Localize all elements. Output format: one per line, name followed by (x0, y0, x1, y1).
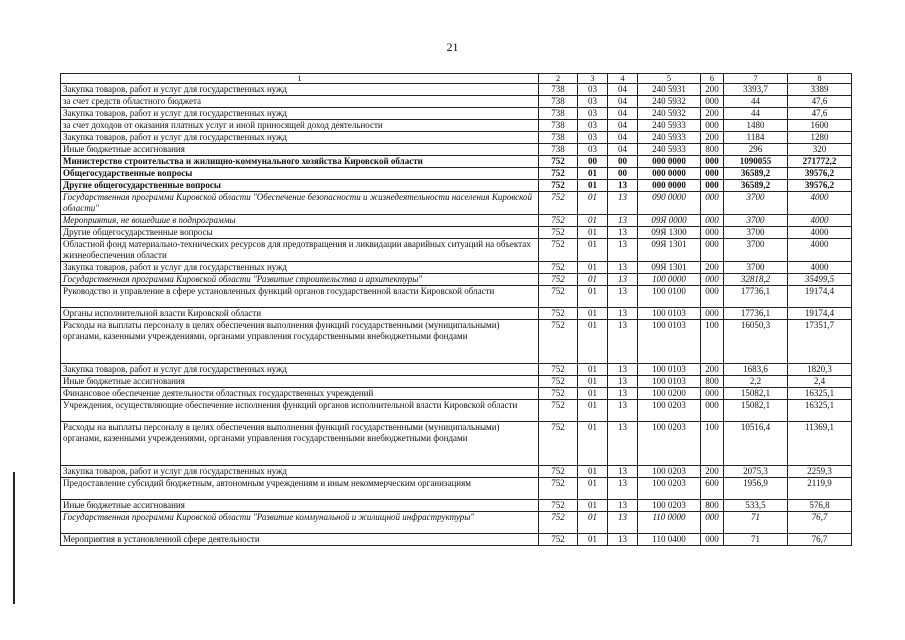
target-item-code: 100 0103 (638, 364, 701, 376)
section-code: 03 (578, 108, 608, 120)
row-name: Учреждения, осуществляющие обеспечение исполнения функций органов исполнительной власти Кировской области (61, 400, 539, 422)
value-year-2: 3389 (788, 84, 852, 96)
table-row (61, 534, 852, 546)
value-year-2: 47,6 (788, 96, 852, 108)
section-code: 01 (578, 422, 608, 466)
section-code: 03 (578, 144, 608, 156)
table-row (61, 84, 852, 96)
column-header: 6 (701, 74, 724, 84)
section-code: 01 (578, 466, 608, 478)
row-name: Иные бюджетные ассигнования (61, 144, 539, 156)
section-code: 01 (578, 239, 608, 262)
table-row (61, 400, 852, 422)
table-row (61, 96, 852, 108)
value-year-1: 17736,1 (724, 286, 788, 308)
chapter-code: 738 (539, 132, 578, 144)
target-item-code: 09Я 1301 (638, 262, 701, 274)
target-item-code: 100 0103 (638, 320, 701, 364)
value-year-2: 76,7 (788, 512, 852, 534)
section-code: 01 (578, 215, 608, 227)
table-row (61, 286, 852, 308)
subsection-code: 13 (608, 180, 638, 192)
target-item-code: 240 5933 (638, 120, 701, 132)
expense-type-code: 000 (701, 400, 724, 422)
expense-type-code: 800 (701, 376, 724, 388)
chapter-code: 752 (539, 286, 578, 308)
table-row (61, 274, 852, 286)
row-name: Предоставление субсидий бюджетным, автономным учреждениям и иным некоммерческим организациям (61, 478, 539, 500)
section-code: 03 (578, 96, 608, 108)
subsection-code: 04 (608, 132, 638, 144)
value-year-1: 3700 (724, 215, 788, 227)
row-name: Государственная программа Кировской области "Обеспечение безопасности и жизнедеятельности населения Кировской области" (61, 192, 539, 215)
subsection-code: 04 (608, 144, 638, 156)
subsection-code: 13 (608, 308, 638, 320)
row-name: Другие общегосударственные вопросы (61, 180, 539, 192)
section-code: 03 (578, 132, 608, 144)
column-header: 2 (539, 74, 578, 84)
value-year-2: 16325,1 (788, 388, 852, 400)
subsection-code: 13 (608, 239, 638, 262)
value-year-2: 4000 (788, 215, 852, 227)
subsection-code: 13 (608, 215, 638, 227)
table-row (61, 308, 852, 320)
expense-type-code: 000 (701, 274, 724, 286)
subsection-code: 00 (608, 156, 638, 168)
expense-type-code: 000 (701, 512, 724, 534)
value-year-1: 15082,1 (724, 388, 788, 400)
target-item-code: 090 0000 (638, 192, 701, 215)
section-code: 01 (578, 478, 608, 500)
row-name: Иные бюджетные ассигнования (61, 500, 539, 512)
section-code: 01 (578, 512, 608, 534)
section-code: 03 (578, 84, 608, 96)
chapter-code: 752 (539, 400, 578, 422)
row-name: за счет доходов от оказания платных услуг и иной приносящей доход деятельности (61, 120, 539, 132)
table-row (61, 180, 852, 192)
expense-type-code: 200 (701, 364, 724, 376)
chapter-code: 752 (539, 388, 578, 400)
table-row (61, 227, 852, 239)
chapter-code: 752 (539, 320, 578, 364)
target-item-code: 240 5931 (638, 84, 701, 96)
budget-table (60, 73, 852, 546)
expense-type-code: 000 (701, 192, 724, 215)
section-code: 01 (578, 227, 608, 239)
value-year-1: 1090055 (724, 156, 788, 168)
value-year-1: 1480 (724, 120, 788, 132)
value-year-1: 71 (724, 534, 788, 546)
value-year-1: 36589,2 (724, 168, 788, 180)
value-year-1: 17736,1 (724, 308, 788, 320)
row-name: Закупка товаров, работ и услуг для государственных нужд (61, 262, 539, 274)
row-name: Мероприятия, не вошедшие в подпрограммы (61, 215, 539, 227)
value-year-1: 10516,4 (724, 422, 788, 466)
value-year-1: 32818,2 (724, 274, 788, 286)
table-row (61, 376, 852, 388)
value-year-2: 1600 (788, 120, 852, 132)
value-year-1: 3700 (724, 192, 788, 215)
target-item-code: 100 0000 (638, 274, 701, 286)
value-year-1: 36589,2 (724, 180, 788, 192)
value-year-1: 2,2 (724, 376, 788, 388)
expense-type-code: 100 (701, 320, 724, 364)
row-name: Закупка товаров, работ и услуг для государственных нужд (61, 364, 539, 376)
chapter-code: 752 (539, 168, 578, 180)
row-name: за счет средств областного бюджета (61, 96, 539, 108)
target-item-code: 100 0203 (638, 400, 701, 422)
value-year-1: 1956,9 (724, 478, 788, 500)
column-header: 1 (61, 74, 539, 84)
row-name: Общегосударственные вопросы (61, 168, 539, 180)
row-name: Государственная программа Кировской области "Развитие строительства и архитектуры" (61, 274, 539, 286)
section-code: 01 (578, 364, 608, 376)
subsection-code: 13 (608, 376, 638, 388)
target-item-code: 100 0203 (638, 478, 701, 500)
table-row (61, 239, 852, 262)
value-year-1: 3700 (724, 262, 788, 274)
column-header: 5 (638, 74, 701, 84)
target-item-code: 240 5933 (638, 144, 701, 156)
subsection-code: 13 (608, 320, 638, 364)
row-name: Государственная программа Кировской области "Развитие коммунальной и жилищной инфраструктуры" (61, 512, 539, 534)
subsection-code: 13 (608, 500, 638, 512)
table-row (61, 120, 852, 132)
subsection-code: 13 (608, 262, 638, 274)
table-row (61, 466, 852, 478)
value-year-2: 19174,4 (788, 286, 852, 308)
section-code: 01 (578, 286, 608, 308)
value-year-1: 3700 (724, 227, 788, 239)
chapter-code: 752 (539, 534, 578, 546)
column-header: 3 (578, 74, 608, 84)
chapter-code: 752 (539, 422, 578, 466)
chapter-code: 738 (539, 96, 578, 108)
expense-type-code: 800 (701, 500, 724, 512)
value-year-2: 1820,3 (788, 364, 852, 376)
value-year-1: 44 (724, 96, 788, 108)
row-name: Мероприятия в установленной сфере деятельности (61, 534, 539, 546)
chapter-code: 752 (539, 512, 578, 534)
value-year-1: 3393,7 (724, 84, 788, 96)
table-row (61, 388, 852, 400)
target-item-code: 09Я 0000 (638, 215, 701, 227)
expense-type-code: 600 (701, 478, 724, 500)
page-number: 21 (446, 40, 459, 54)
table-row (61, 144, 852, 156)
section-code: 01 (578, 192, 608, 215)
value-year-1: 2075,3 (724, 466, 788, 478)
subsection-code: 00 (608, 168, 638, 180)
value-year-2: 39576,2 (788, 180, 852, 192)
chapter-code: 752 (539, 180, 578, 192)
table-row (61, 108, 852, 120)
row-name: Расходы на выплаты персоналу в целях обеспечения выполнения функций государственными (муниципальными) органами, казенными учреждениями, органами управления государственными внебюджетными фондами (61, 320, 539, 364)
subsection-code: 04 (608, 96, 638, 108)
chapter-code: 738 (539, 108, 578, 120)
table-row (61, 478, 852, 500)
row-name: Руководство и управление в сфере установленных функций органов государственной власти Кировской области (61, 286, 539, 308)
section-code: 01 (578, 388, 608, 400)
chapter-code: 752 (539, 239, 578, 262)
table-row (61, 168, 852, 180)
expense-type-code: 000 (701, 308, 724, 320)
value-year-2: 35499,5 (788, 274, 852, 286)
chapter-code: 752 (539, 156, 578, 168)
value-year-2: 576,8 (788, 500, 852, 512)
subsection-code: 13 (608, 227, 638, 239)
value-year-1: 533,5 (724, 500, 788, 512)
table-row (61, 262, 852, 274)
value-year-2: 11369,1 (788, 422, 852, 466)
section-code: 01 (578, 500, 608, 512)
value-year-1: 44 (724, 108, 788, 120)
chapter-code: 752 (539, 364, 578, 376)
value-year-2: 1280 (788, 132, 852, 144)
table-row (61, 512, 852, 534)
section-code: 01 (578, 320, 608, 364)
row-name: Областной фонд материально-технических ресурсов для предотвращения и ликвидации аварийных ситуаций на объектах жизнеобеспечения области (61, 239, 539, 262)
expense-type-code: 000 (701, 286, 724, 308)
row-name: Закупка товаров, работ и услуг для государственных нужд (61, 132, 539, 144)
subsection-code: 13 (608, 478, 638, 500)
table-row (61, 132, 852, 144)
value-year-2: 2,4 (788, 376, 852, 388)
value-year-1: 296 (724, 144, 788, 156)
chapter-code: 752 (539, 500, 578, 512)
subsection-code: 13 (608, 422, 638, 466)
subsection-code: 13 (608, 534, 638, 546)
row-name: Закупка товаров, работ и услуг для государственных нужд (61, 108, 539, 120)
value-year-2: 2259,3 (788, 466, 852, 478)
table-row (61, 500, 852, 512)
subsection-code: 13 (608, 192, 638, 215)
expense-type-code: 800 (701, 144, 724, 156)
value-year-2: 39576,2 (788, 168, 852, 180)
value-year-1: 71 (724, 512, 788, 534)
target-item-code: 09Я 1301 (638, 239, 701, 262)
subsection-code: 13 (608, 364, 638, 376)
section-code: 01 (578, 308, 608, 320)
value-year-2: 4000 (788, 192, 852, 215)
target-item-code: 100 0103 (638, 308, 701, 320)
chapter-code: 752 (539, 466, 578, 478)
column-header: 4 (608, 74, 638, 84)
value-year-2: 2119,9 (788, 478, 852, 500)
section-code: 00 (578, 156, 608, 168)
expense-type-code: 000 (701, 388, 724, 400)
subsection-code: 04 (608, 84, 638, 96)
target-item-code: 000 0000 (638, 168, 701, 180)
header-row (61, 74, 852, 84)
target-item-code: 110 0400 (638, 534, 701, 546)
expense-type-code: 000 (701, 96, 724, 108)
chapter-code: 752 (539, 262, 578, 274)
row-name: Закупка товаров, работ и услуг для государственных нужд (61, 84, 539, 96)
chapter-code: 752 (539, 227, 578, 239)
target-item-code: 000 0000 (638, 180, 701, 192)
subsection-code: 13 (608, 286, 638, 308)
value-year-2: 76,7 (788, 534, 852, 546)
section-code: 01 (578, 534, 608, 546)
subsection-code: 13 (608, 466, 638, 478)
subsection-code: 13 (608, 388, 638, 400)
target-item-code: 100 0200 (638, 388, 701, 400)
expense-type-code: 200 (701, 262, 724, 274)
value-year-2: 320 (788, 144, 852, 156)
target-item-code: 240 5933 (638, 132, 701, 144)
expense-type-code: 000 (701, 227, 724, 239)
section-code: 01 (578, 180, 608, 192)
expense-type-code: 000 (701, 156, 724, 168)
expense-type-code: 000 (701, 168, 724, 180)
target-item-code: 000 0000 (638, 156, 701, 168)
row-name: Закупка товаров, работ и услуг для государственных нужд (61, 466, 539, 478)
row-name: Финансовое обеспечение деятельности областных государственных учреждений (61, 388, 539, 400)
value-year-1: 1184 (724, 132, 788, 144)
target-item-code: 110 0000 (638, 512, 701, 534)
expense-type-code: 000 (701, 180, 724, 192)
target-item-code: 100 0203 (638, 500, 701, 512)
value-year-2: 47,6 (788, 108, 852, 120)
expense-type-code: 000 (701, 120, 724, 132)
target-item-code: 100 0203 (638, 422, 701, 466)
expense-type-code: 100 (701, 422, 724, 466)
chapter-code: 738 (539, 144, 578, 156)
section-code: 01 (578, 262, 608, 274)
column-header: 7 (724, 74, 788, 84)
value-year-2: 271772,2 (788, 156, 852, 168)
row-name: Другие общегосударственные вопросы (61, 227, 539, 239)
value-year-2: 4000 (788, 239, 852, 262)
table-row (61, 320, 852, 364)
expense-type-code: 000 (701, 215, 724, 227)
target-item-code: 100 0203 (638, 466, 701, 478)
row-name: Иные бюджетные ассигнования (61, 376, 539, 388)
expense-type-code: 000 (701, 239, 724, 262)
row-name: Расходы на выплаты персоналу в целях обеспечения выполнения функций государственными (муниципальными) органами, казенными учреждениями, органами управления государственными внебюджетными фондами (61, 422, 539, 466)
subsection-code: 04 (608, 108, 638, 120)
table-row (61, 422, 852, 466)
value-year-1: 15082,1 (724, 400, 788, 422)
target-item-code: 100 0103 (638, 376, 701, 388)
value-year-2: 17351,7 (788, 320, 852, 364)
chapter-code: 752 (539, 376, 578, 388)
margin-line (13, 472, 15, 604)
expense-type-code: 200 (701, 466, 724, 478)
target-item-code: 240 5932 (638, 96, 701, 108)
target-item-code: 240 5932 (638, 108, 701, 120)
value-year-2: 4000 (788, 262, 852, 274)
section-code: 01 (578, 400, 608, 422)
value-year-1: 1683,6 (724, 364, 788, 376)
expense-type-code: 200 (701, 84, 724, 96)
subsection-code: 13 (608, 274, 638, 286)
table-row (61, 156, 852, 168)
chapter-code: 738 (539, 120, 578, 132)
subsection-code: 13 (608, 400, 638, 422)
row-name: Органы исполнительной власти Кировской области (61, 308, 539, 320)
expense-type-code: 000 (701, 534, 724, 546)
row-name: Министерство строительства и жилищно-коммунального хозяйства Кировской области (61, 156, 539, 168)
value-year-2: 16325,1 (788, 400, 852, 422)
target-item-code: 100 0100 (638, 286, 701, 308)
subsection-code: 13 (608, 512, 638, 534)
value-year-2: 19174,4 (788, 308, 852, 320)
table-row (61, 364, 852, 376)
chapter-code: 738 (539, 84, 578, 96)
value-year-1: 16050,3 (724, 320, 788, 364)
chapter-code: 752 (539, 192, 578, 215)
expense-type-code: 200 (701, 108, 724, 120)
value-year-2: 4000 (788, 227, 852, 239)
value-year-1: 3700 (724, 239, 788, 262)
expense-type-code: 200 (701, 132, 724, 144)
section-code: 01 (578, 376, 608, 388)
chapter-code: 752 (539, 215, 578, 227)
column-header: 8 (788, 74, 852, 84)
section-code: 01 (578, 274, 608, 286)
section-code: 01 (578, 168, 608, 180)
chapter-code: 752 (539, 478, 578, 500)
table-row (61, 215, 852, 227)
section-code: 03 (578, 120, 608, 132)
subsection-code: 04 (608, 120, 638, 132)
chapter-code: 752 (539, 308, 578, 320)
target-item-code: 09Я 1300 (638, 227, 701, 239)
chapter-code: 752 (539, 274, 578, 286)
table-row (61, 192, 852, 215)
